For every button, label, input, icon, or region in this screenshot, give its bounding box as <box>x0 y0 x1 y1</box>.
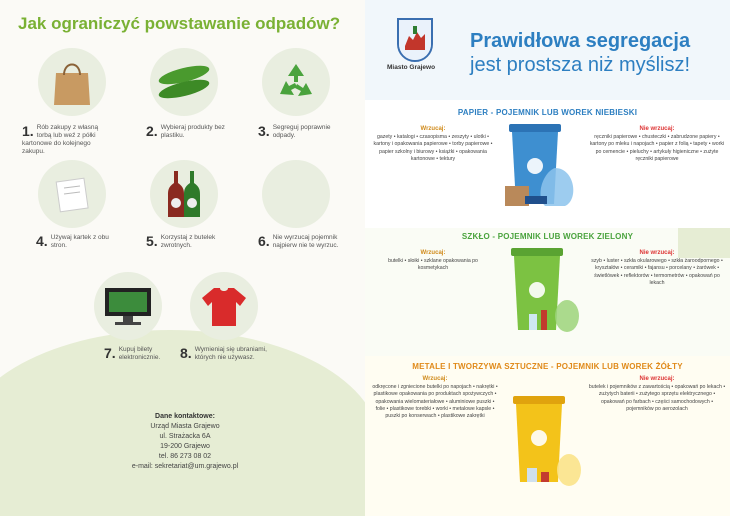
monitor-icon <box>94 272 162 340</box>
section-paper <box>365 100 730 228</box>
cucumber-icon <box>150 48 218 116</box>
main-heading: Prawidłowa segregacja <box>470 30 691 52</box>
contact-line: tel. 86 273 08 02 <box>158 453 212 460</box>
left-title: Jak ograniczyć powstawanie odpadów? <box>18 14 341 33</box>
contact-line: 19-200 Grajewo <box>160 443 210 450</box>
section-title: METALE I TWORZYWA SZTUCZNE - POJEMNIK LUB WOREK ŻÓŁTY <box>412 362 683 371</box>
contact-title: Dane kontaktowe: <box>155 413 215 420</box>
tip-6: 6. Nie wyrzucaj pojemnik najpierw nie te wyrzuc. <box>258 233 339 249</box>
corner-decoration <box>678 228 730 258</box>
contact-line: ul. Strażacka 6A <box>159 433 211 440</box>
tip-7: 7. Kupuj bilety elektronicznie. <box>104 345 161 361</box>
tip-2: 2. Wybieraj produkty bez plastiku. <box>146 123 225 139</box>
glass-allowed: Wrzucaj: butelki • słoiki • szklane opakowania po kosmetykach <box>388 250 478 272</box>
empty-icon <box>262 160 330 228</box>
green-bin-icon <box>503 242 583 342</box>
tip-4: 4. Używaj kartek z obu stron. <box>36 233 109 249</box>
tip-1: 1. Rób zakupy z własną torbą lub weź z półki kartonowe do kolejnego zakupu. <box>22 123 99 155</box>
contact-block <box>110 412 260 472</box>
contact-email: e-mail: sekretariat@um.grajewo.pl <box>131 463 239 470</box>
crest-label: Miasto Grajewo <box>387 64 436 71</box>
metal-plastic-forbidden: Nie wrzucaj: butelek i pojemników z zawartością • opakowań po lekach • zużytych baterii • zużytego sprzętu elektrycznego • opakowań po farbach • części samochodowych • pojemników po aerozolach <box>588 376 726 412</box>
tip-5: 5. Korzystaj z butelek zwrotnych. <box>146 233 216 249</box>
sub-heading: jest prostsza niż myślisz! <box>470 54 691 76</box>
recycle-icon <box>262 48 330 116</box>
paper-allowed: Wrzucaj: gazety • katalogi • czasopisma • zeszyty • ulotki • kartony i opakowania papierowe • torby papierowe • papier szkolny i biurowy • książki • opakowania kartonowe • tektury <box>373 126 493 162</box>
tip-8: 8. Wymieniaj się ubraniami, których nie używasz. <box>180 345 267 361</box>
glass-forbidden: Nie wrzucaj: szyb • luster • szkła okularowego • szkła żaroodpornego • kryształów • ceramiki • fajansu • porcelany • żarówek • świetlówek • reflektorów • termometrów • opakowań po lekach <box>591 250 723 286</box>
yellow-bin-icon <box>503 386 583 506</box>
metal-plastic-allowed: Wrzucaj: odkręcone i zgniecione butelki po napojach • nakrętki • plastikowe opakowania po produktach spożywczych • opakowania wielomateriałowe • aluminiowe puszki • folie • plastikowe torebki • worki • metalowe kapsle • puszki po konserwach • plastikowe zakrętki <box>372 376 498 420</box>
city-crest-icon <box>397 18 433 62</box>
paper-forbidden: Nie wrzucaj: ręczniki papierowe • chusteczki • zabrudzone papiery • kartony po mleku i napojach • papier z folią • tapety • worki po cemencie • pieluchy • artykuły higieniczne • zużyte ręczniki papierowe <box>589 126 725 162</box>
bottles-icon <box>150 160 218 228</box>
right-page <box>365 0 730 516</box>
section-title: SZKŁO - POJEMNIK LUB WOREK ZIELONY <box>461 232 634 241</box>
paper-sheet-icon <box>38 160 106 228</box>
shopping-bag-icon <box>38 48 106 116</box>
section-metal-plastic <box>365 356 730 516</box>
section-glass <box>365 228 730 356</box>
tip-3: 3. Segreguj poprawnie odpady. <box>258 123 331 139</box>
blue-bin-icon <box>503 116 583 216</box>
tshirt-icon <box>190 272 258 340</box>
contact-line: Urząd Miasta Grajewo <box>150 423 220 430</box>
section-title: PAPIER - POJEMNIK LUB WOREK NIEBIESKI <box>457 108 638 117</box>
